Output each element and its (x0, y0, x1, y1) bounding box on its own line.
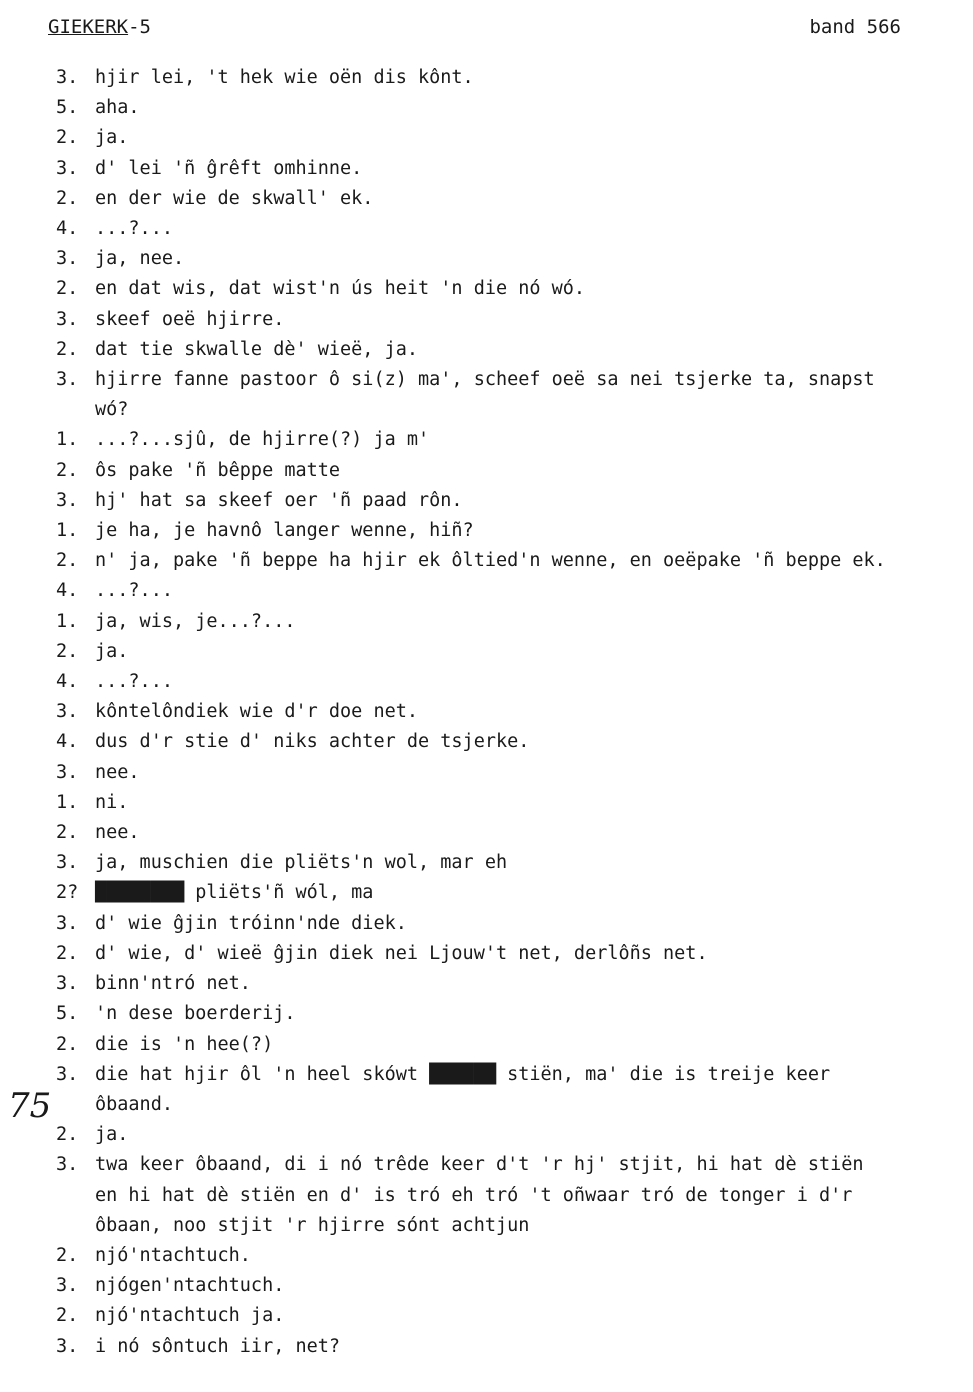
speaker-number: 2. (56, 1305, 79, 1327)
utterance-text: 'n dese boerderij. (95, 1003, 296, 1025)
speaker-number: 3. (56, 852, 79, 874)
transcript-line (56, 1241, 969, 1271)
transcript-line (56, 154, 969, 184)
transcript-line (56, 1150, 969, 1241)
transcript-line (56, 93, 969, 123)
speaker-number: 3. (56, 157, 79, 179)
speaker-number: 2. (56, 278, 79, 300)
utterance-text: ████████ pliëts'ñ wól, ma (95, 882, 374, 904)
utterance-text: nee. (95, 761, 140, 783)
transcript-line (56, 758, 969, 788)
transcript-line (56, 637, 969, 667)
transcript-line (56, 335, 969, 365)
utterance-text: ...?...sjû, de hjirre(?) ja m' (95, 429, 430, 451)
utterance-text: ...?... (95, 218, 173, 240)
speaker-number: 1. (56, 791, 79, 813)
speaker-number: 2. (56, 127, 79, 149)
utterance-text: dat tie skwalle dè' wieë, ja. (95, 338, 419, 360)
transcript-line (56, 274, 969, 304)
transcript-line (56, 909, 969, 939)
transcript (56, 63, 969, 1362)
utterance-text: die hat hjir ôl 'n heel skówt ██████ stiën, ma' die is treije keer ôbaand. (95, 1063, 831, 1115)
transcript-line (56, 697, 969, 727)
speaker-number: 2. (56, 187, 79, 209)
speaker-number: 3. (56, 369, 79, 391)
transcript-line (56, 818, 969, 848)
utterance-text: njógen'ntachtuch. (95, 1275, 285, 1297)
utterance-text: ...?... (95, 671, 173, 693)
transcript-line (56, 969, 969, 999)
transcript-line (56, 999, 969, 1029)
speaker-number: 3. (56, 1335, 79, 1357)
transcript-line (56, 123, 969, 153)
speaker-number: 2. (56, 338, 79, 360)
transcript-line (56, 607, 969, 637)
utterance-text: kôntelôndiek wie d'r doe net. (95, 701, 419, 723)
transcript-line (56, 305, 969, 335)
utterance-text: njó'ntachtuch ja. (95, 1305, 285, 1327)
speaker-number: 2. (56, 1124, 79, 1146)
transcript-line (56, 878, 969, 908)
speaker-number: 3. (56, 67, 79, 88)
utterance-text: dus d'r stie d' niks achter de tsjerke. (95, 731, 530, 753)
utterance-text: ja, muschien die pliëts'n wol, mar eh (95, 852, 508, 874)
speaker-number: 4. (56, 731, 79, 753)
utterance-text: en dat wis, dat wist'n ús heit 'n die nó wó. (95, 278, 586, 300)
speaker-number: 3. (56, 1063, 79, 1085)
utterance-text: hjirre fanne pastoor ô si(z) ma', scheef oeë sa nei tsjerke ta, snapst wó? (95, 369, 875, 421)
document-title-suffix: -5 (128, 16, 151, 38)
transcript-line (56, 1271, 969, 1301)
utterance-text: ni. (95, 791, 129, 813)
speaker-number: 2. (56, 1033, 79, 1055)
utterance-text: die is 'n hee(?) (95, 1033, 274, 1055)
utterance-text: skeef oeë hjirre. (95, 308, 285, 330)
transcript-line (56, 214, 969, 244)
utterance-text: njó'ntachtuch. (95, 1244, 251, 1266)
utterance-text: ...?... (95, 580, 173, 602)
transcript-line (56, 244, 969, 274)
transcript-line (56, 1120, 969, 1150)
transcript-line (56, 1301, 969, 1331)
speaker-number: 2. (56, 1244, 79, 1266)
utterance-text: n' ja, pake 'ñ beppe ha hjir ek ôltied'n wenne, en oeëpake 'ñ beppe ek. (95, 550, 886, 572)
utterance-text: ja. (95, 127, 129, 149)
transcript-line (56, 1060, 969, 1120)
utterance-text: ja, nee. (95, 248, 185, 270)
speaker-number: 1. (56, 520, 79, 542)
utterance-text: d' wie, d' wieë ĝjin diek nei Ljouw't net, derlôñs net. (95, 942, 708, 964)
speaker-number: 4. (56, 671, 79, 693)
speaker-number: 4. (56, 218, 79, 240)
speaker-number: 3. (56, 761, 79, 783)
utterance-text: twa keer ôbaand, di i nó trêde keer d't 'r hj' stjit, hi hat dè stiën en hi hat dè stiën en d' is tró eh tró 't oñwaar tró de tonger i d'r ôbaan, noo stjit 'r hjirre sónt achtjun (95, 1154, 864, 1236)
utterance-text: ja. (95, 1124, 129, 1146)
speaker-number: 2. (56, 640, 79, 662)
utterance-text: ja, wis, je...?... (95, 610, 296, 632)
utterance-text: en der wie de skwall' ek. (95, 187, 374, 209)
utterance-text: je ha, je havnô langer wenne, hiñ? (95, 520, 474, 542)
speaker-number: 3. (56, 912, 79, 934)
transcript-line (56, 516, 969, 546)
speaker-number: 2. (56, 942, 79, 964)
transcript-line (56, 184, 969, 214)
utterance-text: ja. (95, 640, 129, 662)
speaker-number: 2? (56, 882, 79, 904)
speaker-number: 2. (56, 550, 79, 572)
transcript-line (56, 365, 969, 425)
document-title (48, 16, 151, 38)
utterance-text: d' wie ĝjin tróinn'nde diek. (95, 912, 407, 934)
speaker-number: 5. (56, 97, 79, 119)
speaker-number: 3. (56, 248, 79, 270)
utterance-text: ôs pake 'ñ bêppe matte (95, 459, 341, 481)
transcript-line (56, 63, 969, 93)
utterance-text: hj' hat sa skeef oer 'ñ paad rôn. (95, 489, 463, 511)
handwritten-margin-note: 75 (8, 1086, 52, 1126)
speaker-number: 3. (56, 308, 79, 330)
speaker-number: 3. (56, 489, 79, 511)
utterance-text: binn'ntró net. (95, 973, 251, 995)
utterance-text: d' lei 'ñ ĝrêft omhinne. (95, 157, 363, 179)
transcript-line (56, 1030, 969, 1060)
transcript-line (56, 546, 969, 576)
speaker-number: 3. (56, 973, 79, 995)
utterance-text: nee. (95, 822, 140, 844)
transcript-line (56, 727, 969, 757)
speaker-number: 1. (56, 610, 79, 632)
transcript-line (56, 486, 969, 516)
document-title-place: GIEKERK (48, 16, 129, 38)
band-number: band 566 (809, 16, 901, 38)
utterance-text: aha. (95, 97, 140, 119)
speaker-number: 3. (56, 1275, 79, 1297)
speaker-number: 1. (56, 429, 79, 451)
transcript-line (56, 848, 969, 878)
speaker-number: 2. (56, 822, 79, 844)
transcript-line (56, 939, 969, 969)
transcript-line (56, 1332, 969, 1362)
page-header (48, 16, 901, 46)
utterance-text: i nó sôntuch iir, net? (95, 1335, 341, 1357)
transcript-line (56, 788, 969, 818)
transcript-line (56, 425, 969, 455)
transcript-line (56, 667, 969, 697)
speaker-number: 5. (56, 1003, 79, 1025)
transcript-line (56, 576, 969, 606)
speaker-number: 3. (56, 701, 79, 723)
speaker-number: 4. (56, 580, 79, 602)
speaker-number: 3. (56, 1154, 79, 1176)
transcript-line (56, 456, 969, 486)
utterance-text: hjir lei, 't hek wie oën dis kônt. (95, 67, 474, 88)
speaker-number: 2. (56, 459, 79, 481)
